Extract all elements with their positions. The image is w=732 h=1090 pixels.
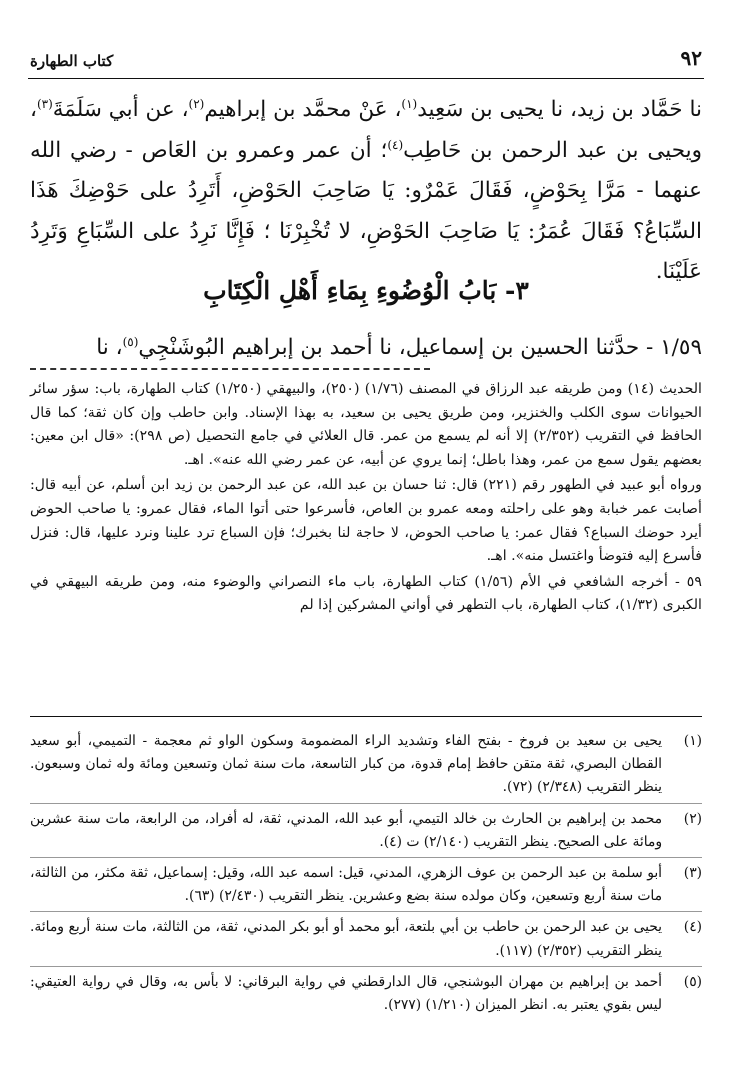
text-segment: ؛ أن عمر وعمرو بن العَاص - رضي الله عنهما - مَرَّا بِحَوْضٍ، فَقَالَ عَمْرٌو: يَا صَاحِبَ الحَوْضِ، أَتَرِدُ على حَوْضِكَ هَذَا السِّبَاعُ؟ فَقَالَ عُمَرُ: يَا صَاحِبَ الحَوْضِ، لا تُخْبِرْنَا ؛ فَإِنَّا نَرِدُ على السِّبَاعِ وَتَرِدُ عَلَيْنَا. bbox=[30, 137, 702, 284]
footnote-item bbox=[30, 916, 702, 966]
page-number: ٩٢ bbox=[680, 46, 702, 70]
footnote-text: محمد بن إبراهيم بن الحارث بن خالد التيمي، أبو عبد الله، المدني، ثقة، له أفراد، من الرابعة، مات سنة عشرين ومائة على الصحيح. ينظر التقريب (٢/١٤٠) ت (٤). bbox=[30, 810, 662, 850]
text-segment: ١/٥٩ - حدَّثنا الحسين بن إسماعيل، نا أحمد بن إبراهيم البُوشَنْجِي bbox=[138, 335, 702, 360]
commentary-paragraph: ٥٩ - أخرجه الشافعي في الأم (١/٥٦) كتاب الطهارة، باب ماء النصراني والوضوء منه، ومن طريقه البيهقي في الكبرى (١/٣٢)، كتاب الطهارة، باب التطهر في أواني المشركين إذا لم bbox=[30, 573, 702, 614]
footnote-item bbox=[30, 730, 702, 804]
text-segment: ، ويحيى بن عبد الرحمن بن حَاطِب bbox=[30, 97, 703, 163]
commentary-section bbox=[30, 378, 702, 618]
footnote-item bbox=[30, 971, 702, 1020]
footnote-ref: (٤) bbox=[387, 137, 404, 152]
chapter-heading: ٣- بَابُ الْوُضُوءِ بِمَاءِ أَهْلِ الْكِتَابِ bbox=[203, 276, 529, 305]
footnote-text: أبو سلمة بن عبد الرحمن بن عوف الزهري، المدني، قيل: اسمه عبد الله، وقيل: إسماعيل، ثقة مكثر، من الثالثة، مات سنة أربع وتسعين، وكان مولده سنة بضع وعشرين. ينظر التقريب (٢/٤٣٠) (٦٣). bbox=[30, 865, 662, 905]
footnotes bbox=[30, 730, 702, 1024]
footnote-text: يحيى بن عبد الرحمن بن حاطب بن أبي بلتعة، أبو محمد أو أبو بكر المدني، ثقة، من الثالثة، مات سنة أربع ومائة. ينظر التقريب (٢/٣٥٢) (١١٧). bbox=[30, 919, 663, 959]
section-separator bbox=[30, 368, 430, 370]
footnote-rule bbox=[30, 716, 702, 717]
footnote-number: (٣) bbox=[683, 865, 702, 882]
footnote-ref: (٣) bbox=[36, 96, 53, 111]
footnote-ref: (٢) bbox=[188, 96, 205, 111]
commentary-paragraph: الحديث (١٤) ومن طريقه عبد الرزاق في المصنف (١/٧٦) (٢٥٠)، والبيهقي (١/٢٥٠) كتاب الطهارة، باب: سؤر سائر الحيوانات سوى الكلب والخنزير، ومن طريق يحيى بن سعيد، به بهذا الإسناد. وابن حاطب وإن كان ثقة؛ كما قال الحافظ في التقريب (٢/٣٥٢) إلا أنه لم يسمع من عمر. قال العلائي في جامع التحصيل (ص ٢٩٨): «قال ابن معين: بعضهم يقول سمع من عمر، وهذا باطل؛ إنما يروي عن أبيه، عن عمر رضي الله عنه». اهـ. bbox=[30, 381, 702, 468]
main-text bbox=[30, 90, 702, 293]
footnote-item bbox=[30, 808, 702, 858]
footnote-number: (٥) bbox=[683, 973, 702, 990]
main-paragraph bbox=[30, 90, 702, 293]
text-segment: ، عن أبي سَلَمَةَ bbox=[52, 97, 189, 122]
text-segment: ، نا bbox=[96, 335, 123, 360]
footnote-number: (١) bbox=[683, 733, 702, 749]
footnote-ref: (٥) bbox=[122, 334, 139, 349]
footnote-number: (٤) bbox=[683, 919, 702, 936]
footnote-text: يحيى بن سعيد بن فروخ - بفتح الفاء وتشديد الراء المضمومة وسكون الواو ثم معجمة - التميمي، أبو سعيد القطان البصري، ثقة متقن حافظ إمام قدوة، من كبار التاسعة، مات سنة ثمان وتسعين ومائة وله ثمان وسبعون. ينظر التقريب (٢/٣٤٨) (٧٢). bbox=[30, 733, 662, 796]
footnote-item bbox=[30, 862, 702, 912]
text-segment: ، عَنْ محمَّد بن إبراهيم bbox=[204, 97, 402, 122]
footnote-number: (٢) bbox=[683, 810, 702, 827]
commentary-paragraph: ورواه أبو عبيد في الطهور رقم (٢٢١) قال: ثنا حسان بن عبد الله، عن عبد الرحمن بن زيد ابن أسلم، عن أبيه قال: أصابت عمر خبابة وهو على راحلته ومعه عمرو بن العاص، فأسرعوا حتى أتوا الماء، فقال عمرو: يا صاحب الحوض أيرد حوضك السباع؟ فقال عمر: يا صاحب الحوض، لا حاجة لنا بخبرك؛ فإن السباع ترد علينا ونرد عليها، قال: فنزل فأسرع إليه فتوضأ واغتسل منه». اهـ. bbox=[30, 477, 702, 565]
text-segment: نا حَمَّاد بن زيد، نا يحيى بن سَعِيد bbox=[417, 97, 702, 122]
running-title: كتاب الطهارة bbox=[30, 52, 114, 70]
footnote-ref: (١) bbox=[401, 96, 418, 111]
page-header bbox=[28, 42, 704, 79]
footnote-text: أحمد بن إبراهيم بن مهران البوشنجي، قال الدارقطني في رواية البرقاني: لا بأس به، وقال في رواية العتيقي: ليس بقوي يعتبر به. انظر الميزان (١/٢١٠) (٢٧٧). bbox=[30, 973, 662, 1014]
hadith-opening bbox=[30, 330, 702, 366]
